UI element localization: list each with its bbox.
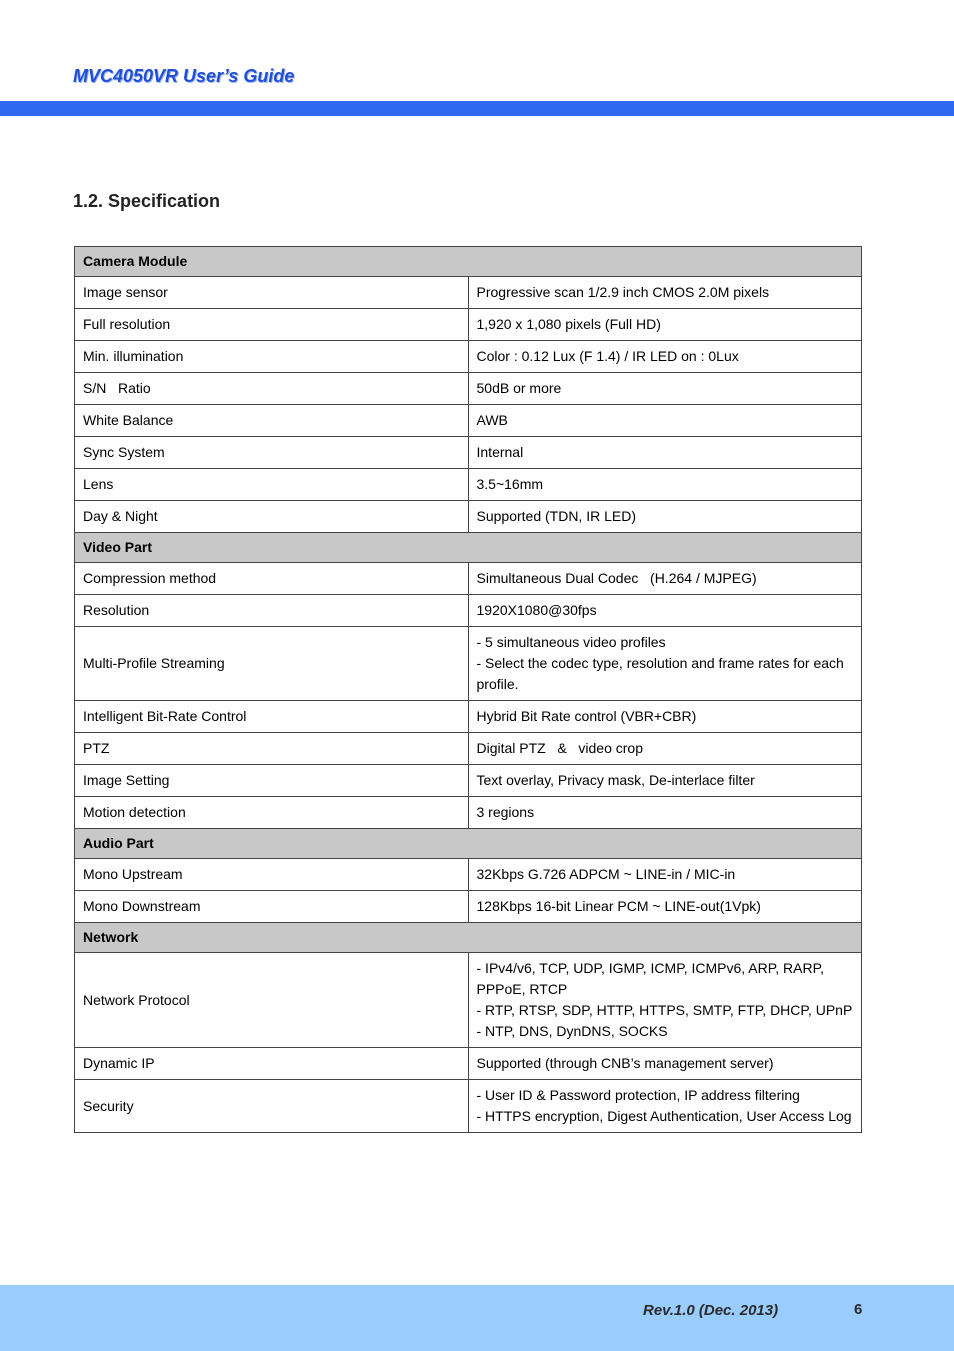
spec-label: Resolution xyxy=(75,595,469,627)
spec-value-line: - HTTPS encryption, Digest Authentication, User Access Log xyxy=(476,1108,852,1124)
spec-group-row xyxy=(75,247,862,277)
table-row xyxy=(75,797,862,829)
table-row xyxy=(75,437,862,469)
table-row xyxy=(75,277,862,309)
spec-value-line: Text overlay, Privacy mask, De-interlace filter xyxy=(476,772,755,788)
spec-label: Mono Upstream xyxy=(75,859,469,891)
spec-value-line: Simultaneous Dual Codec (H.264 / MJPEG) xyxy=(476,570,757,586)
table-row xyxy=(75,859,862,891)
spec-label: Dynamic IP xyxy=(75,1048,469,1080)
table-row xyxy=(75,733,862,765)
spec-label: Sync System xyxy=(75,437,469,469)
spec-value xyxy=(468,501,862,533)
document-header-title: MVC4050VR User’s Guide xyxy=(73,66,295,86)
spec-label: Multi-Profile Streaming xyxy=(75,627,469,701)
spec-value xyxy=(468,277,862,309)
spec-label: Image sensor xyxy=(75,277,469,309)
spec-group-heading: Network xyxy=(75,923,862,953)
spec-group-heading: Camera Module xyxy=(75,247,862,277)
table-row xyxy=(75,563,862,595)
spec-label: Mono Downstream xyxy=(75,891,469,923)
spec-value xyxy=(468,1048,862,1080)
spec-value xyxy=(468,309,862,341)
spec-value xyxy=(468,563,862,595)
table-row xyxy=(75,765,862,797)
spec-label: Day & Night xyxy=(75,501,469,533)
spec-value-line: Hybrid Bit Rate control (VBR+CBR) xyxy=(476,708,697,724)
spec-value-line: 3 regions xyxy=(476,804,535,820)
spec-value-line: 50dB or more xyxy=(476,380,562,396)
spec-label: Image Setting xyxy=(75,765,469,797)
spec-group-row xyxy=(75,923,862,953)
spec-label: White Balance xyxy=(75,405,469,437)
spec-label: Security xyxy=(75,1080,469,1133)
table-row xyxy=(75,373,862,405)
spec-value-line: Color : 0.12 Lux (F 1.4) / IR LED on : 0Lux xyxy=(476,348,739,364)
spec-value-line: 3.5~16mm xyxy=(476,476,544,492)
spec-value-line: Progressive scan 1/2.9 inch CMOS 2.0M pixels xyxy=(476,284,770,300)
table-row xyxy=(75,891,862,923)
spec-group-heading: Audio Part xyxy=(75,829,862,859)
spec-value-line: Supported (through CNB’s management server) xyxy=(476,1055,774,1071)
spec-value-line: - Select the codec type, resolution and frame rates for each profile. xyxy=(476,655,844,692)
spec-group-row xyxy=(75,829,862,859)
spec-value-line: 128Kbps 16-bit Linear PCM ~ LINE-out(1Vpk) xyxy=(476,898,761,914)
spec-value-line: - IPv4/v6, TCP, UDP, IGMP, ICMP, ICMPv6, ARP, RARP, PPPoE, RTCP xyxy=(476,960,825,997)
table-row xyxy=(75,1080,862,1133)
spec-value xyxy=(468,627,862,701)
footer-revision: Rev.1.0 (Dec. 2013) xyxy=(643,1302,779,1319)
spec-value xyxy=(468,733,862,765)
spec-value-line: Supported (TDN, IR LED) xyxy=(476,508,636,524)
table-row xyxy=(75,1048,862,1080)
spec-value xyxy=(468,859,862,891)
spec-label: Lens xyxy=(75,469,469,501)
spec-value-line: Digital PTZ & video crop xyxy=(476,740,644,756)
spec-value xyxy=(468,373,862,405)
spec-value-line: Internal xyxy=(476,444,524,460)
spec-value-line: 1,920 x 1,080 pixels (Full HD) xyxy=(476,316,661,332)
section-title: 1.2. Specification xyxy=(73,191,221,211)
spec-value-line: - 5 simultaneous video profiles xyxy=(476,634,666,650)
specification-table xyxy=(74,246,862,1133)
spec-group-row xyxy=(75,533,862,563)
page-number: 6 xyxy=(854,1301,863,1318)
header-bar xyxy=(0,101,954,116)
spec-value xyxy=(468,341,862,373)
spec-group-heading: Video Part xyxy=(75,533,862,563)
spec-value xyxy=(468,405,862,437)
spec-label: Compression method xyxy=(75,563,469,595)
spec-value-line: 32Kbps G.726 ADPCM ~ LINE-in / MIC-in xyxy=(476,866,736,882)
spec-value xyxy=(468,797,862,829)
table-row xyxy=(75,595,862,627)
table-row xyxy=(75,309,862,341)
table-row xyxy=(75,501,862,533)
spec-label: Full resolution xyxy=(75,309,469,341)
spec-label: S/N Ratio xyxy=(75,373,469,405)
spec-value xyxy=(468,953,862,1048)
table-row xyxy=(75,469,862,501)
table-row xyxy=(75,953,862,1048)
spec-label: Min. illumination xyxy=(75,341,469,373)
spec-value xyxy=(468,1080,862,1133)
spec-label: Motion detection xyxy=(75,797,469,829)
spec-value-line: AWB xyxy=(476,412,508,428)
spec-value xyxy=(468,469,862,501)
table-row xyxy=(75,701,862,733)
spec-value-line: - User ID & Password protection, IP address filtering xyxy=(476,1087,800,1103)
spec-label: Network Protocol xyxy=(75,953,469,1048)
spec-value-line: - NTP, DNS, DynDNS, SOCKS xyxy=(476,1023,668,1039)
spec-value xyxy=(468,595,862,627)
spec-value xyxy=(468,437,862,469)
spec-value xyxy=(468,765,862,797)
table-row xyxy=(75,341,862,373)
spec-label: PTZ xyxy=(75,733,469,765)
table-row xyxy=(75,627,862,701)
spec-label: Intelligent Bit-Rate Control xyxy=(75,701,469,733)
table-row xyxy=(75,405,862,437)
spec-value-line: 1920X1080@30fps xyxy=(476,602,597,618)
footer-bar xyxy=(0,1285,954,1351)
spec-value xyxy=(468,701,862,733)
spec-value-line: - RTP, RTSP, SDP, HTTP, HTTPS, SMTP, FTP, DHCP, UPnP xyxy=(476,1002,853,1018)
spec-value xyxy=(468,891,862,923)
